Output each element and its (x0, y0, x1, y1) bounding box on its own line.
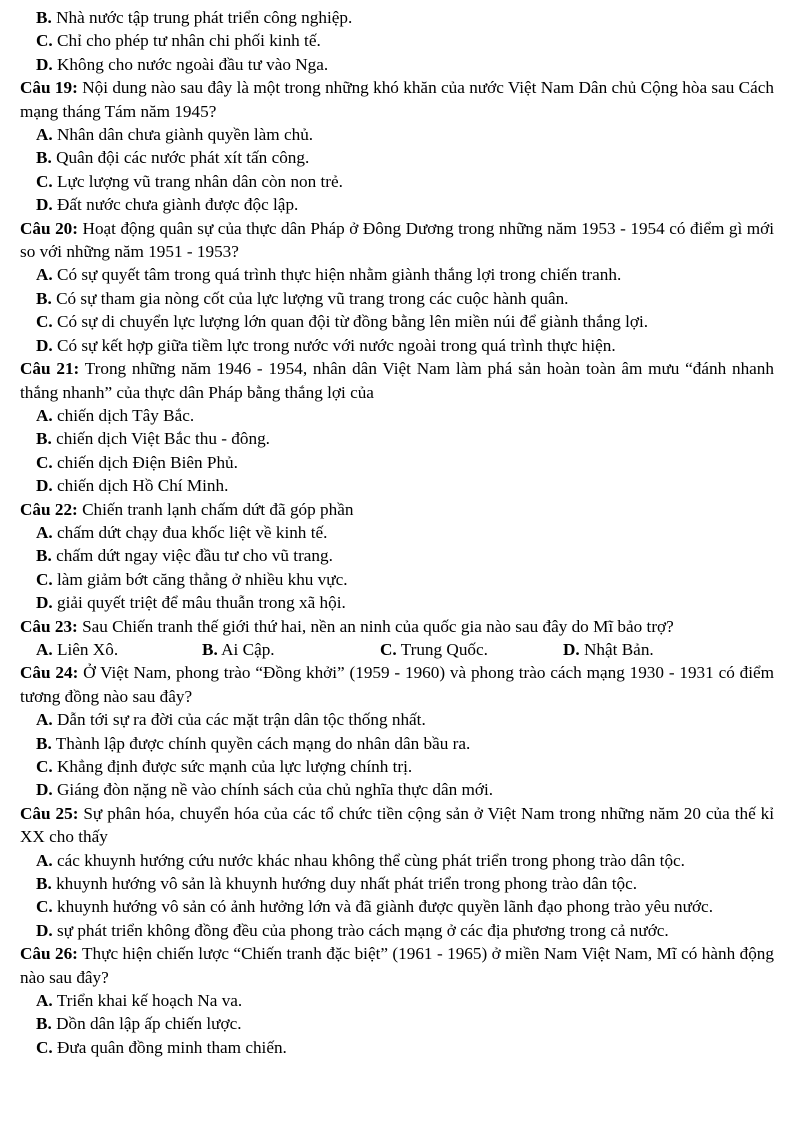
option-letter: C. (36, 569, 53, 589)
option-letter: B. (202, 639, 218, 659)
question-number: Câu 24: (20, 663, 79, 683)
question-text: Sự phân hóa, chuyển hóa của các tổ chức tiền cộng sản ở Việt Nam trong những năm 20 của thế kỉ XX cho thấy (20, 803, 775, 847)
answer-option (202, 638, 380, 661)
question-text: Sau Chiến tranh thế giới thứ hai, nền an ninh của quốc gia nào sau đây do Mĩ bảo trợ? (82, 616, 674, 636)
option-text: Lực lượng vũ trang nhân dân còn non trẻ. (57, 171, 343, 191)
option-text: Có sự kết hợp giữa tiềm lực trong nước với nước ngoài trong quá trình thực hiện. (57, 335, 616, 355)
option-text: Liên Xô. (57, 639, 119, 659)
option-text: làm giảm bớt căng thẳng ở nhiều khu vực. (57, 569, 348, 589)
option-text: khuynh hướng vô sản có ảnh hưởng lớn và đã giành được quyền lãnh đạo phong trào yêu nước. (57, 897, 713, 917)
answer-option (20, 53, 774, 76)
answer-option (20, 989, 774, 1012)
option-letter: B. (36, 874, 52, 894)
option-letter: C. (36, 757, 53, 776)
question-stem (20, 661, 774, 708)
answer-option (20, 146, 774, 169)
question-text: Nội dung nào sau đây là một trong những khó khăn của nước Việt Nam Dân chủ Cộng hòa sau Cách mạng tháng Tám năm 1945? (20, 78, 774, 121)
question-number: Câu 19: (20, 78, 78, 98)
question-number: Câu 22: (20, 499, 78, 519)
option-letter: D. (36, 476, 53, 496)
answer-option (563, 638, 654, 661)
question-stem (20, 942, 774, 989)
question-stem (20, 498, 774, 521)
option-letter: A. (36, 125, 53, 145)
option-letter: C. (36, 31, 53, 51)
option-letter: D. (36, 195, 53, 215)
option-letter: A. (36, 265, 53, 285)
question-text: Chiến tranh lạnh chấm dứt đã góp phần (82, 499, 354, 519)
answer-option (20, 427, 774, 450)
option-letter: A. (36, 991, 53, 1011)
option-text: chiến dịch Hồ Chí Minh. (57, 476, 229, 496)
answer-options-row (20, 638, 774, 661)
option-text: sự phát triển không đồng đều của phong trào cách mạng ở các địa phương trong cả nước. (57, 920, 669, 940)
answer-option (20, 591, 774, 614)
option-letter: B. (36, 8, 52, 27)
answer-option (20, 544, 774, 567)
answer-option (20, 1036, 774, 1059)
option-text: Chỉ cho phép tư nhân chi phối kinh tế. (57, 31, 321, 51)
option-letter: D. (36, 780, 53, 800)
answer-option (20, 6, 774, 29)
answer-option (20, 474, 774, 497)
answer-option (36, 638, 202, 661)
option-letter: D. (36, 593, 53, 613)
option-letter: B. (36, 429, 52, 449)
answer-option (20, 1012, 774, 1035)
question-text: Trong những năm 1946 - 1954, nhân dân Việt Nam làm phá sản hoàn toàn âm mưu “đánh nhanh thắng nhanh” của thực dân Pháp bằng thắng lợi của (20, 359, 774, 402)
option-letter: C. (36, 1037, 53, 1057)
option-letter: C. (36, 312, 53, 332)
answer-option (20, 451, 774, 474)
question-number: Câu 21: (20, 359, 80, 379)
answer-option (20, 521, 774, 544)
question-number: Câu 25: (20, 803, 79, 823)
option-text: chấm dứt ngay việc đầu tư cho vũ trang. (56, 546, 333, 566)
answer-option (20, 170, 774, 193)
question-stem (20, 802, 774, 849)
question-stem (20, 217, 774, 264)
answer-option (20, 29, 774, 52)
option-text: Đất nước chưa giành được độc lập. (57, 195, 299, 215)
option-text: Có sự tham gia nòng cốt của lực lượng vũ trang trong các cuộc hành quân. (56, 288, 569, 308)
option-text: Ai Cập. (221, 639, 275, 659)
answer-option (20, 778, 774, 801)
option-text: khuynh hướng vô sản là khuynh hướng duy nhất phát triển trong phong trào dân tộc. (56, 874, 638, 894)
option-text: Có sự quyết tâm trong quá trình thực hiện nhằm giành thắng lợi trong chiến tranh. (57, 265, 622, 285)
option-letter: D. (36, 335, 53, 355)
answer-option (20, 755, 774, 778)
option-text: Dẫn tới sự ra đời của các mặt trận dân tộc thống nhất. (57, 710, 426, 730)
question-number: Câu 26: (20, 944, 78, 964)
option-letter: B. (36, 733, 52, 753)
option-text: chiến dịch Tây Bắc. (57, 405, 195, 425)
question-stem (20, 615, 774, 638)
question-text: Hoạt động quân sự của thực dân Pháp ở Đông Dương trong những năm 1953 - 1954 có điểm gì mới so với những năm 1951 - 1953? (20, 218, 774, 262)
option-letter: C. (36, 171, 53, 191)
option-letter: B. (36, 148, 52, 168)
option-text: Nhật Bản. (584, 639, 654, 659)
option-text: Giáng đòn nặng nề vào chính sách của chủ nghĩa thực dân mới. (57, 780, 494, 800)
option-letter: B. (36, 1014, 52, 1034)
option-letter: B. (36, 288, 52, 308)
option-letter: A. (36, 850, 53, 870)
answer-option (20, 334, 774, 357)
option-text: Nhà nước tập trung phát triển công nghiệp. (56, 8, 353, 27)
option-letter: D. (563, 639, 580, 659)
option-text: chiến dịch Điện Biên Phủ. (57, 452, 238, 472)
option-text: Trung Quốc. (400, 639, 488, 659)
answer-option (20, 123, 774, 146)
option-letter: B. (36, 546, 52, 566)
answer-option (20, 732, 774, 755)
answer-option (380, 638, 563, 661)
answer-option (20, 849, 774, 872)
answer-option (20, 310, 774, 333)
option-text: Không cho nước ngoài đầu tư vào Nga. (57, 54, 329, 74)
option-text: Dồn dân lập ấp chiến lược. (56, 1014, 242, 1034)
option-letter: A. (36, 405, 53, 425)
option-text: giải quyết triệt để mâu thuẫn trong xã hội. (57, 593, 346, 613)
option-letter: A. (36, 710, 53, 730)
answer-option (20, 568, 774, 591)
answer-option (20, 193, 774, 216)
option-text: Triển khai kế hoạch Na va. (56, 991, 243, 1011)
answer-option (20, 404, 774, 427)
option-letter: D. (36, 920, 53, 940)
option-text: Quân đội các nước phát xít tấn công. (56, 148, 310, 168)
question-number: Câu 20: (20, 218, 78, 238)
answer-option (20, 919, 774, 942)
answer-option (20, 708, 774, 731)
answer-option (20, 263, 774, 286)
option-letter: C. (36, 897, 53, 917)
question-stem (20, 357, 774, 404)
option-letter: D. (36, 54, 53, 74)
question-stem (20, 76, 774, 123)
option-text: Có sự di chuyển lực lượng lớn quan đội từ đồng bằng lên miền núi để giành thắng lợi. (57, 312, 649, 332)
option-text: chiến dịch Việt Bắc thu - đông. (56, 429, 270, 449)
option-text: Đưa quân đồng minh tham chiến. (57, 1037, 287, 1057)
question-text: Thực hiện chiến lược “Chiến tranh đặc biệt” (1961 - 1965) ở miền Nam Việt Nam, Mĩ có hành động nào sau đây? (20, 944, 774, 987)
option-text: Nhân dân chưa giành quyền làm chủ. (57, 125, 314, 145)
option-letter: A. (36, 639, 53, 659)
answer-option (20, 872, 774, 895)
answer-option (20, 287, 774, 310)
option-letter: C. (380, 639, 397, 659)
question-text: Ở Việt Nam, phong trào “Đồng khởi” (1959 - 1960) và phong trào cách mạng 1930 - 1931 có điểm tương đồng nào sau đây? (20, 663, 774, 706)
option-text: Khẳng định được sức mạnh của lực lượng chính trị. (57, 757, 413, 776)
option-letter: A. (36, 522, 53, 542)
option-text: Thành lập được chính quyền cách mạng do nhân dân bầu ra. (55, 733, 471, 753)
option-text: các khuynh hướng cứu nước khác nhau không thể cùng phát triển trong phong trào dân tộc. (57, 850, 685, 870)
question-number: Câu 23: (20, 616, 78, 636)
answer-option (20, 895, 774, 918)
option-text: chấm dứt chạy đua khốc liệt về kinh tế. (57, 522, 328, 542)
option-letter: C. (36, 452, 53, 472)
